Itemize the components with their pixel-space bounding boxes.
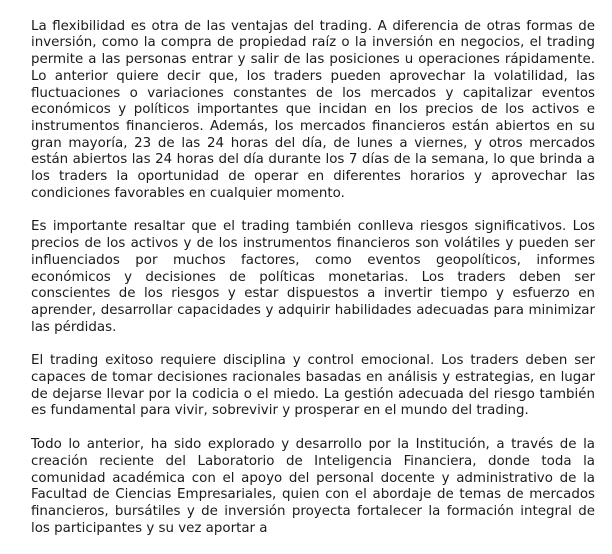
paragraph-discipline: El trading exitoso requiere disciplina y control emocional. Los traders deben ser capaces de tomar decisiones racionales basadas en análisis y estrategias, en lugar de dejarse llevar por la codicia o el miedo. La gestión adecuada del riesgo también es fundamental para vivir, sobrevivir y prosperar en el mundo del trading. bbox=[31, 353, 595, 419]
paragraph-flexibility: La flexibilidad es otra de las ventajas del trading. A diferencia de otras formas de inversión, como la compra de propiedad raíz o la inversión en negocios, el trading permite a las personas entrar y salir de las posiciones u operaciones rápidamente. Lo anterior quiere decir que, los traders pueden aprovechar la volatilidad, las fluctuaciones o variaciones constantes de los mercados y capitalizar eventos económicos y políticos importantes que incidan en los precios de los activos e instrumentos financieros. Además, los mercados financieros están abiertos en su gran mayoría, 23 de las 24 horas del día, de lunes a viernes, y otros mercados están abiertos las 24 horas del día durante los 7 días de la semana, lo que brinda a los traders la oportunidad de operar en diferentes horarios y aprovechar las condiciones favorables en cualquier momento. bbox=[31, 18, 595, 201]
document-body bbox=[31, 0, 595, 554]
paragraph-risks: Es importante resaltar que el trading también conlleva riesgos significativos. Los precios de los activos y de los instrumentos financieros son volátiles y pueden ser influenciados por muchos factores, como eventos geopolíticos, informes económicos y decisiones de políticas monetarias. Los traders deben ser conscientes de los riesgos y estar dispuestos a invertir tiempo y esfuerzo en aprender, desarrollar capacidades y adquirir habilidades adecuadas para minimizar las pérdidas. bbox=[31, 219, 595, 335]
paragraph-institution: Todo lo anterior, ha sido explorado y desarrollo por la Institución, a través de la creación reciente del Laboratorio de Inteligencia Financiera, donde toda la comunidad académica con el apoyo del personal docente y administrativo de la Facultad de Ciencias Empresariales, quien con el abordaje de temas de mercados financieros, bursátiles y de inversión proyecta fortalecer la formación integral de los participantes y su vez aportar a bbox=[31, 437, 595, 536]
paragraph-continuation bbox=[31, 0, 595, 3]
